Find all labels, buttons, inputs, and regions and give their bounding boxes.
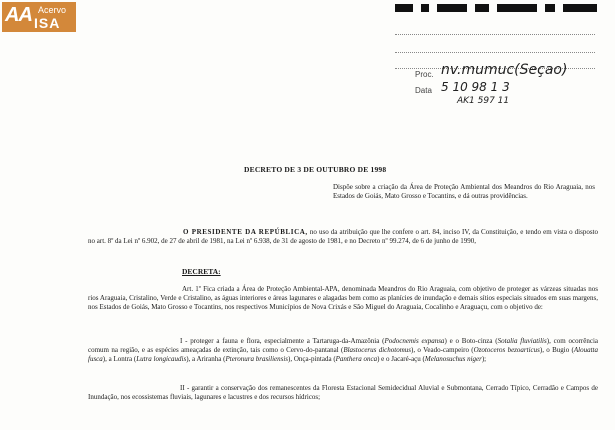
species-name: Ozotoceros bezoarticus xyxy=(473,346,540,355)
item-i-text: I - proteger a fauna e flora, especialmente a Tartaruga-da-Amazônia ( xyxy=(180,337,385,345)
item-i xyxy=(88,337,598,365)
species-name: Podocnemis expansa xyxy=(384,337,445,345)
item-i-text: ), a Ariranha ( xyxy=(186,355,226,364)
stamp-line xyxy=(395,52,595,53)
item-i-text: ) e o Boto-cinza ( xyxy=(444,337,498,345)
species-name: Lutra longicaudis xyxy=(136,355,187,364)
stamp-bar xyxy=(497,4,537,12)
species-name: Panthera onca xyxy=(335,355,378,364)
item-i-text: ) e o Jacaré-açu ( xyxy=(377,355,425,364)
preamble-text: no uso da atribuição que lhe confere o art. 84, inciso IV, da Constituição, e tendo em vista o disposto no art. 8º da Lei nº 6.902, de 27 de abril de 1981, na Lei nº 6.938, de 31 de agosto de 1981, e no Decreto nº 99.274, de 6 de junho de 1990, xyxy=(88,228,599,246)
species-name: Blastocerus dichotomus xyxy=(343,346,411,355)
stamp-bar xyxy=(421,4,429,12)
stamp-bar xyxy=(563,4,597,12)
decreta-heading: DECRETA: xyxy=(182,267,221,276)
stamp-label-data: Data xyxy=(415,86,432,95)
stamp-line xyxy=(395,34,595,35)
protocol-stamp xyxy=(395,4,603,104)
species-name: Pteronura brasiliensis xyxy=(225,355,289,364)
logo-text-isa: ISA xyxy=(34,15,61,31)
logo-text-acervo: Acervo xyxy=(38,5,67,15)
acervo-isa-logo xyxy=(2,2,76,32)
logo-mark: AA xyxy=(5,4,32,26)
stamp-bar xyxy=(395,4,413,12)
president-heading: O PRESIDENTE DA REPÚBLICA, xyxy=(183,228,308,236)
item-i-text: ), o Veado-campeiro ( xyxy=(410,346,474,355)
decree-summary: Dispõe sobre a criação da Área de Proteção Ambiental dos Meandros do Rio Araguaia, nos Estados de Goiás, Mato Grosso e Tocantins, e dá outras providências. xyxy=(333,183,595,201)
item-i-text: ), Onça-pintada ( xyxy=(288,355,336,364)
species-name: Melanosuchus niger xyxy=(424,355,482,364)
decree-preamble xyxy=(88,228,598,246)
item-ii: II - garantir a conservação dos remanescentes da Floresta Estacional Semidecidual Aluvial e Submontana, Cerrado Típico, Cerradão e Campos de Inundação, nos ecossistemas fluviais, lagunares e lacustres e dos recursos hídricos; xyxy=(88,384,598,402)
decree-title: DECRETO DE 3 DE OUTUBRO DE 1998 xyxy=(244,165,387,174)
item-i-text: ), com ocorrência comum na região, e as espécies ameaçadas de extinção, tais como o Cervo-do-pantanal ( xyxy=(88,337,599,355)
stamp-bar xyxy=(545,4,555,12)
stamp-bar xyxy=(437,4,467,12)
species-name: Sotalia fluviatilis xyxy=(497,337,547,345)
species-name: Alouatta fusca xyxy=(88,346,598,364)
stamp-handwriting-proc: nv.mumuc(Seçao) xyxy=(441,62,568,78)
stamp-handwriting-code: AK1 597 11 xyxy=(457,96,510,106)
item-i-text: ), o Bugio ( xyxy=(539,346,574,355)
article-1: Art. 1º Fica criada a Área de Proteção Ambiental-APA, denominada Meandros do Rio Araguaia, com objetivo de proteger as várzeas situadas nos rios Araguaia, Cristalino, Verde e Cristalino, as águas interiores e áreas lagunares e alagadas bem como as planícies de inundação e demais sítios especiais situados em suas margens, nos Estados de Goiás, Mato Grosso e Tocantins, nos respectivos Municípios de Nova Crixás e São Miguel do Araguaia, Cocalinho e Araguaçu, com o objetivo de: xyxy=(88,285,598,312)
stamp-label-proc: Proc. xyxy=(415,70,434,79)
item-i-text: ); xyxy=(481,355,487,364)
stamp-bar xyxy=(475,4,489,12)
item-i-text: ), a Lontra ( xyxy=(102,355,137,364)
stamp-handwriting-date: 5 10 98 1 3 xyxy=(441,80,510,94)
